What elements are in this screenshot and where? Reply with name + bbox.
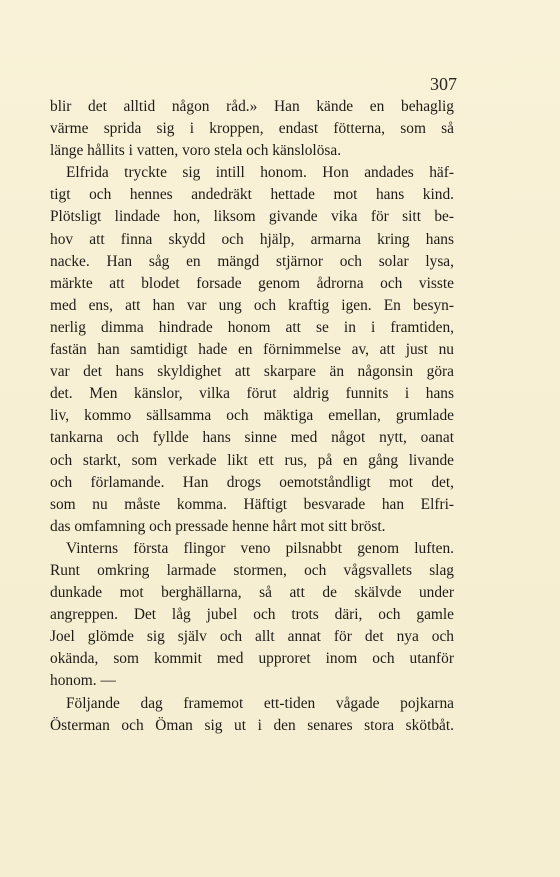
- page-number: 307: [430, 74, 457, 94]
- text-line: Vinterns första flingor veno pilsnabbt genom luften.: [66, 539, 454, 557]
- text-line: länge hållits i vatten, voro stela och känslolösa.: [50, 142, 342, 160]
- text-line: och förlamande. Han drogs oemotståndligt mot det,: [50, 473, 454, 491]
- body-text: [50, 96, 454, 737]
- text-line: Joel glömde sig själv och allt annat för det nya och: [50, 628, 454, 646]
- text-line: hov att finna skydd och hjälp, armarna kring hans: [50, 230, 454, 248]
- text-line: Runt omkring larmade stormen, och vågsvallets slag: [50, 561, 454, 579]
- text-line: blir det alltid någon råd.» Han kände en behaglig: [50, 98, 454, 115]
- text-line: värme sprida sig i kroppen, endast fötterna, som så: [50, 120, 454, 138]
- text-line: Plötsligt lindade hon, liksom givande vika för sitt be-: [50, 208, 454, 226]
- text-line: märkte att blodet forsade genom ådrorna och visste: [50, 274, 454, 292]
- text-line: med ens, att han var ung och kraftig igen. En besyn-: [50, 296, 454, 314]
- text-line: tankarna och fyllde hans sinne med något nytt, oanat: [50, 429, 454, 447]
- text-line: var det hans skyldighet att skarpare än någonsin göra: [50, 363, 454, 381]
- text-line: som nu måste komma. Häftigt besvarade han Elfri-: [50, 495, 454, 513]
- text-line: och starkt, som verkade likt ett rus, på en gång livande: [50, 451, 454, 469]
- text-line: liv, kommo sällsamma och mäktiga emellan, grumlade: [50, 407, 454, 425]
- text-line: fastän han samtidigt hade en förnimmelse av, att just nu: [50, 341, 454, 359]
- text-line: dunkade mot berghällarna, så att de skälvde under: [50, 584, 454, 602]
- text-line: angreppen. Det låg jubel och trots däri, och gamle: [50, 606, 454, 624]
- text-line: das omfamning och pressade henne hårt mot sitt bröst.: [50, 517, 386, 535]
- text-line: nacke. Han såg en mängd stjärnor och solar lysa,: [50, 252, 454, 270]
- text-line: Följande dag framemot ett-tiden vågade pojkarna: [66, 694, 454, 712]
- text-line: nerlig dimma hindrade honom att se in i framtiden,: [50, 318, 454, 336]
- text-line: tigt och hennes andedräkt hettade mot hans kind.: [50, 186, 454, 204]
- text-line: Österman och Öman sig ut i den senares stora skötbåt.: [50, 716, 454, 734]
- text-line: Elfrida tryckte sig intill honom. Hon andades häf-: [66, 164, 454, 182]
- text-line: honom. —: [50, 672, 116, 690]
- text-line: det. Men känslor, vilka förut aldrig funnits i hans: [50, 385, 454, 403]
- text-line: okända, som kommit med upproret inom och utanför: [50, 650, 454, 668]
